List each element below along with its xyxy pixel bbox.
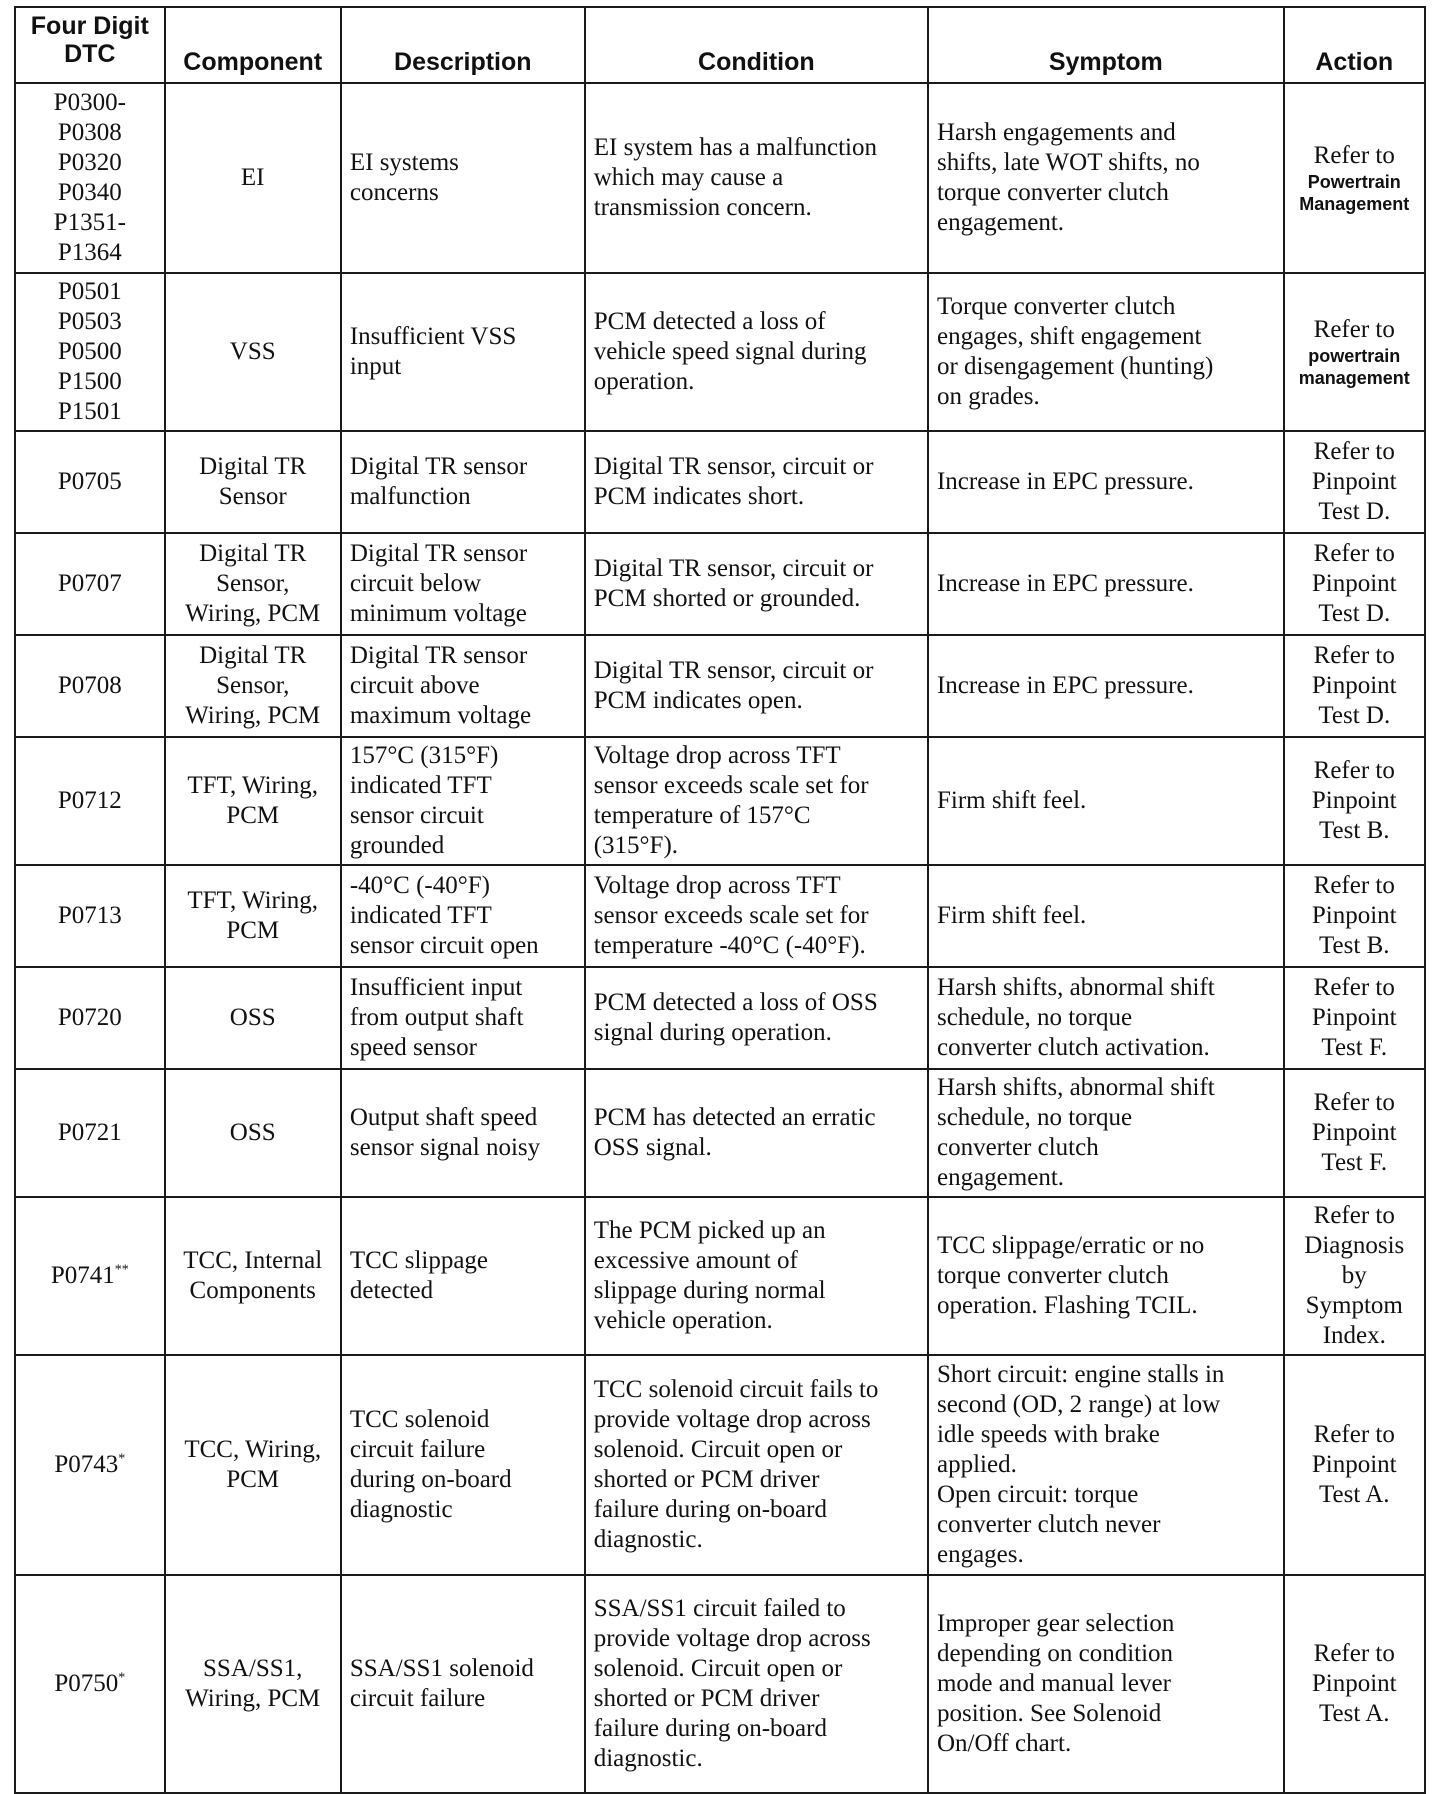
cell-action — [1284, 273, 1425, 431]
header-dtc: Four Digit DTC — [15, 7, 165, 83]
cell-symptom: Increase in EPC pressure. — [928, 533, 1284, 635]
cell-condition: PCM detected a loss of vehicle speed signal during operation. — [585, 273, 928, 431]
action-text: Refer to Pinpoint Test F. — [1311, 974, 1397, 1061]
action-text: Refer to Pinpoint Test B. — [1311, 757, 1397, 844]
table-row — [15, 635, 1425, 737]
cell-symptom: Harsh engagements and shifts, late WOT shifts, no torque converter clutch engagement. — [928, 83, 1284, 273]
cell-component: Digital TR Sensor, Wiring, PCM — [165, 533, 341, 635]
cell-description: TCC solenoid circuit failure during on-board diagnostic — [341, 1355, 585, 1575]
dtc-footnote-mark: * — [118, 1670, 126, 1686]
dtc-code: P0741 — [50, 1262, 115, 1289]
dtc-footnote-mark: * — [118, 1451, 126, 1467]
action-text: Refer to Diagnosis by Symptom Index. — [1304, 1202, 1405, 1349]
cell-action — [1284, 635, 1425, 737]
table-row — [15, 1197, 1425, 1355]
cell-condition: TCC solenoid circuit fails to provide voltage drop across solenoid. Circuit open or shorted or PCM driver failure during on-board diagnostic. — [585, 1355, 928, 1575]
cell-symptom: Firm shift feel. — [928, 737, 1284, 865]
header-action: Action — [1284, 7, 1425, 83]
cell-condition: Voltage drop across TFT sensor exceeds scale set for temperature -40°C (-40°F). — [585, 865, 928, 967]
cell-description: -40°C (-40°F) indicated TFT sensor circuit open — [341, 865, 585, 967]
dtc-footnote-mark: ** — [114, 1262, 129, 1278]
table-row — [15, 1355, 1425, 1575]
cell-dtc — [15, 1197, 165, 1355]
table-row — [15, 1575, 1425, 1793]
cell-action — [1284, 737, 1425, 865]
cell-action — [1284, 1355, 1425, 1575]
dtc-code: P0721 — [57, 1119, 122, 1146]
cell-component: SSA/SS1, Wiring, PCM — [165, 1575, 341, 1793]
action-text: Refer to Pinpoint Test D. — [1311, 642, 1397, 729]
dtc-code: P0750 — [54, 1670, 119, 1697]
dtc-table-page — [14, 6, 1426, 1794]
cell-component: Digital TR Sensor, Wiring, PCM — [165, 635, 341, 737]
cell-condition: SSA/SS1 circuit failed to provide voltage drop across solenoid. Circuit open or shorted or PCM driver failure during on-board diagnostic. — [585, 1575, 928, 1793]
cell-action — [1284, 431, 1425, 533]
table-row — [15, 865, 1425, 967]
dtc-code: P0743 — [54, 1451, 119, 1478]
cell-symptom: Increase in EPC pressure. — [928, 635, 1284, 737]
action-text: Refer to Pinpoint Test B. — [1311, 872, 1397, 959]
cell-dtc — [15, 431, 165, 533]
cell-dtc — [15, 273, 165, 431]
cell-component: TCC, Wiring, PCM — [165, 1355, 341, 1575]
action-reference: powertrain management — [1298, 346, 1410, 388]
cell-dtc — [15, 1069, 165, 1197]
dtc-code: P0705 — [57, 468, 122, 495]
cell-description: Output shaft speed sensor signal noisy — [341, 1069, 585, 1197]
cell-symptom: Improper gear selection depending on condition mode and manual lever position. See Solenoid On/Off chart. — [928, 1575, 1284, 1793]
table-row — [15, 737, 1425, 865]
dtc-code: P0712 — [57, 787, 122, 814]
cell-description: EI systems concerns — [341, 83, 585, 273]
cell-dtc — [15, 865, 165, 967]
cell-action — [1284, 533, 1425, 635]
action-reference: Powertrain Management — [1299, 172, 1410, 214]
table-row — [15, 967, 1425, 1069]
action-text: Refer to Pinpoint Test A. — [1311, 1421, 1397, 1508]
cell-description: Digital TR sensor malfunction — [341, 431, 585, 533]
cell-component: Digital TR Sensor — [165, 431, 341, 533]
cell-condition: EI system has a malfunction which may cause a transmission concern. — [585, 83, 928, 273]
dtc-code: P0720 — [57, 1004, 122, 1031]
cell-description: 157°C (315°F) indicated TFT sensor circuit grounded — [341, 737, 585, 865]
dtc-code: P0708 — [57, 672, 122, 699]
table-row — [15, 1069, 1425, 1197]
cell-action — [1284, 1575, 1425, 1793]
cell-symptom: TCC slippage/erratic or no torque converter clutch operation. Flashing TCIL. — [928, 1197, 1284, 1355]
cell-dtc — [15, 1355, 165, 1575]
cell-condition: PCM detected a loss of OSS signal during operation. — [585, 967, 928, 1069]
cell-dtc — [15, 635, 165, 737]
cell-component: VSS — [165, 273, 341, 431]
cell-symptom: Short circuit: engine stalls in second (OD, 2 range) at low idle speeds with brake applied. Open circuit: torque converter clutch never engages. — [928, 1355, 1284, 1575]
header-component: Component — [165, 7, 341, 83]
cell-component: OSS — [165, 1069, 341, 1197]
table-row — [15, 431, 1425, 533]
cell-dtc — [15, 533, 165, 635]
cell-description: Digital TR sensor circuit below minimum voltage — [341, 533, 585, 635]
cell-dtc — [15, 83, 165, 273]
cell-action — [1284, 83, 1425, 273]
cell-symptom: Torque converter clutch engages, shift engagement or disengagement (hunting) on grades. — [928, 273, 1284, 431]
cell-description: TCC slippage detected — [341, 1197, 585, 1355]
header-row — [15, 7, 1425, 83]
cell-description: Digital TR sensor circuit above maximum voltage — [341, 635, 585, 737]
cell-dtc — [15, 737, 165, 865]
action-text: Refer to Pinpoint Test F. — [1311, 1089, 1397, 1176]
cell-symptom: Harsh shifts, abnormal shift schedule, no torque converter clutch activation. — [928, 967, 1284, 1069]
action-text: Refer to — [1313, 142, 1395, 169]
cell-action — [1284, 1069, 1425, 1197]
dtc-code: P0713 — [57, 902, 122, 929]
header-description: Description — [341, 7, 585, 83]
header-condition: Condition — [585, 7, 928, 83]
cell-action — [1284, 1197, 1425, 1355]
table-row — [15, 533, 1425, 635]
action-text: Refer to Pinpoint Test D. — [1311, 438, 1397, 525]
cell-component: TCC, Internal Components — [165, 1197, 341, 1355]
dtc-code: P0300- P0308 P0320 P0340 P1351- P1364 — [53, 89, 126, 266]
cell-symptom: Harsh shifts, abnormal shift schedule, no torque converter clutch engagement. — [928, 1069, 1284, 1197]
cell-component: OSS — [165, 967, 341, 1069]
cell-dtc — [15, 1575, 165, 1793]
dtc-table-body — [15, 83, 1425, 1793]
dtc-table — [14, 6, 1426, 1794]
dtc-code: P0501 P0503 P0500 P1500 P1501 — [57, 278, 122, 425]
header-symptom: Symptom — [928, 7, 1284, 83]
cell-component: TFT, Wiring, PCM — [165, 737, 341, 865]
cell-symptom: Increase in EPC pressure. — [928, 431, 1284, 533]
cell-dtc — [15, 967, 165, 1069]
cell-symptom: Firm shift feel. — [928, 865, 1284, 967]
action-text: Refer to Pinpoint Test D. — [1311, 540, 1397, 627]
action-text: Refer to Pinpoint Test A. — [1311, 1640, 1397, 1727]
dtc-code: P0707 — [57, 570, 122, 597]
cell-description: Insufficient input from output shaft speed sensor — [341, 967, 585, 1069]
cell-action — [1284, 865, 1425, 967]
table-row — [15, 83, 1425, 273]
cell-condition: Voltage drop across TFT sensor exceeds scale set for temperature of 157°C (315°F). — [585, 737, 928, 865]
cell-component: EI — [165, 83, 341, 273]
cell-condition: Digital TR sensor, circuit or PCM indicates short. — [585, 431, 928, 533]
cell-condition: Digital TR sensor, circuit or PCM shorted or grounded. — [585, 533, 928, 635]
cell-condition: Digital TR sensor, circuit or PCM indicates open. — [585, 635, 928, 737]
cell-condition: The PCM picked up an excessive amount of slippage during normal vehicle operation. — [585, 1197, 928, 1355]
cell-component: TFT, Wiring, PCM — [165, 865, 341, 967]
table-row — [15, 273, 1425, 431]
cell-action — [1284, 967, 1425, 1069]
cell-description: SSA/SS1 solenoid circuit failure — [341, 1575, 585, 1793]
cell-description: Insufficient VSS input — [341, 273, 585, 431]
action-text: Refer to — [1313, 316, 1395, 343]
cell-condition: PCM has detected an erratic OSS signal. — [585, 1069, 928, 1197]
